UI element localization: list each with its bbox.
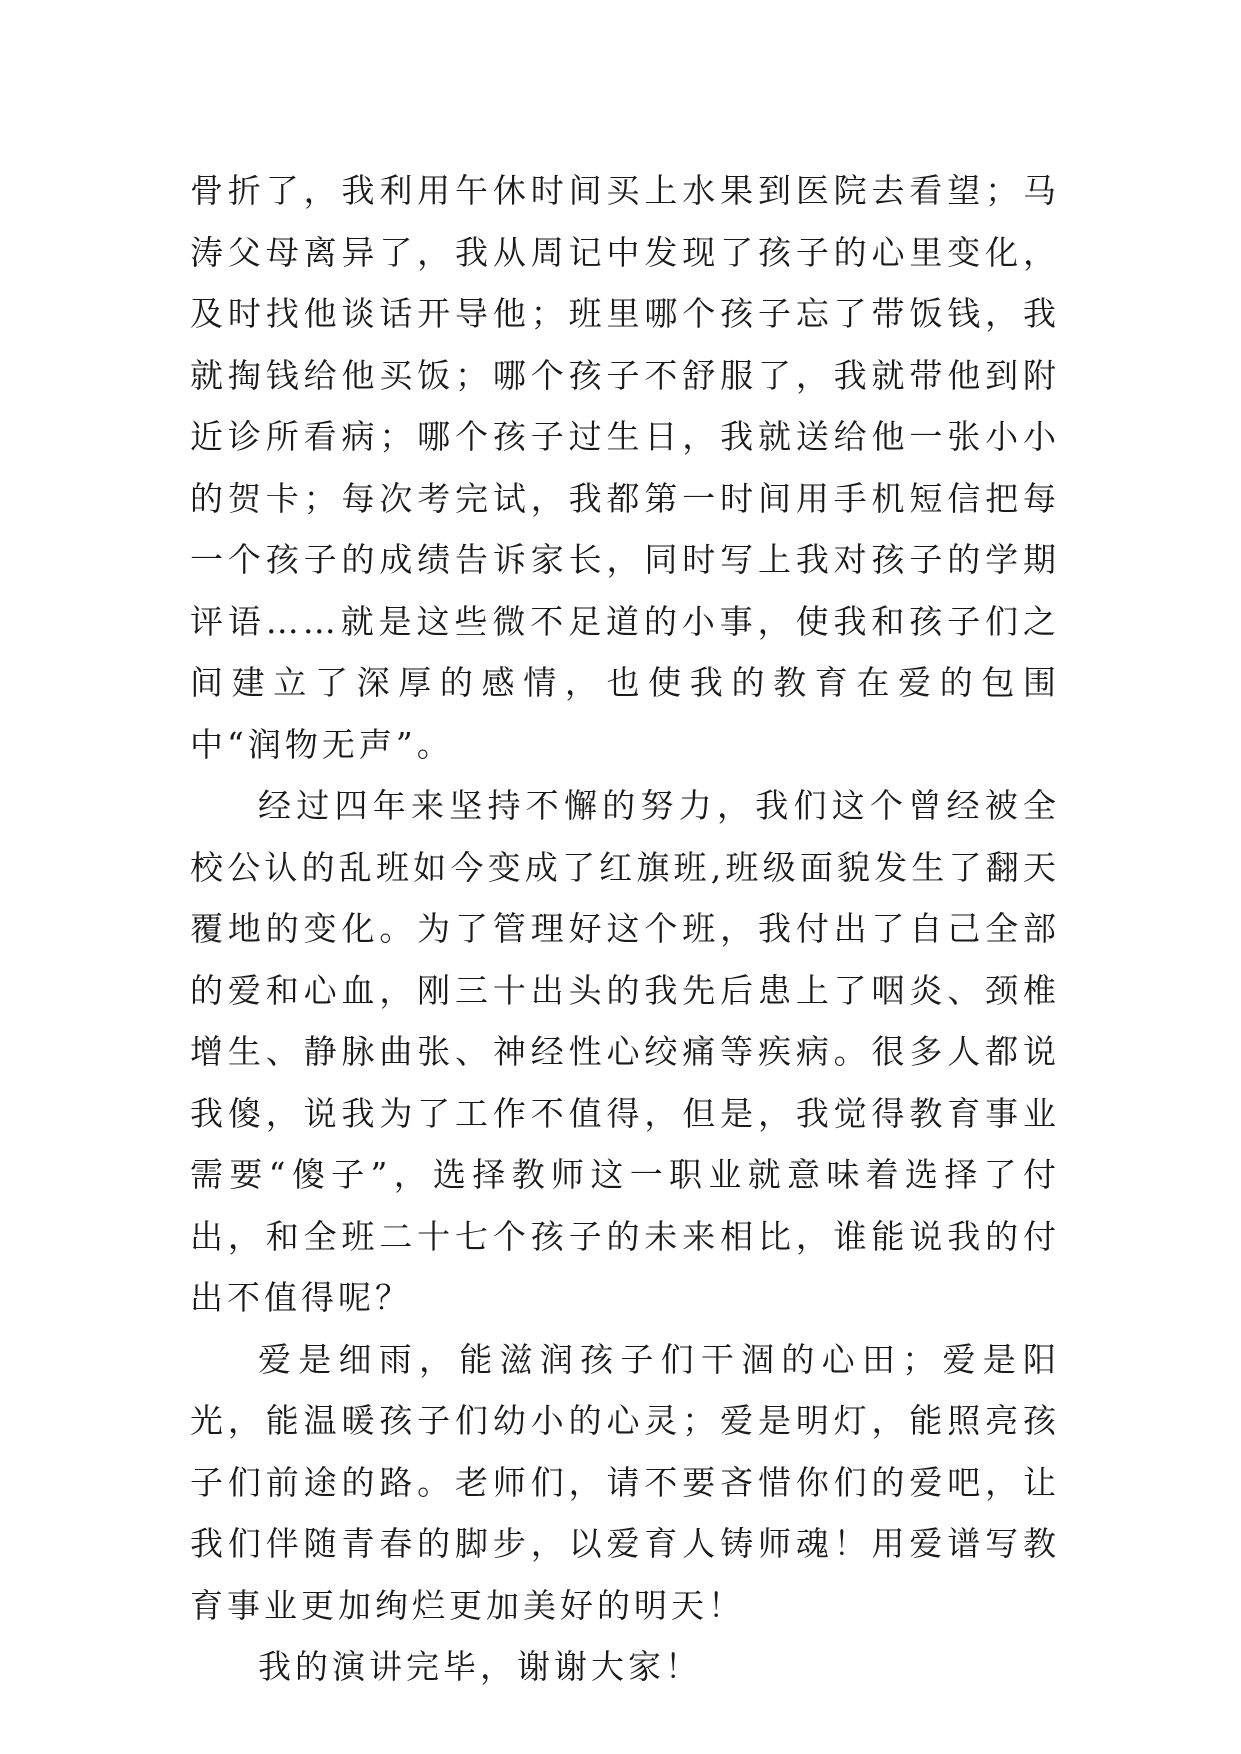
paragraph-love-metaphors: 爱是细雨，能滋润孩子们干涸的心田；爱是阳光，能温暖孩子们幼小的心灵；爱是明灯，能照亮孩子们前途的路。老师们，请不要吝惜你们的爱吧，让我们伴随青春的脚步，以爱育人铸师魂！用爱谱写教育事业更加绚烂更加美好的明天！ xyxy=(190,1339,1060,1625)
speech-text-body xyxy=(190,160,1060,1698)
paragraph-four-years-effort: 经过四年来坚持不懈的努力，我们这个曾经被全校公认的乱班如今变成了红旗班,班级面貌发生了翻天覆地的变化。为了管理好这个班，我付出了自己全部的爱和心血，刚三十出头的我先后患上了咽炎、颈椎增生、静脉曲张、神经性心绞痛等疾病。很多人都说我傻，说我为了工作不值得，但是，我觉得教育事业需要“傻子”，选择教师这一职业就意味着选择了付出，和全班二十七个孩子的未来相比，谁能说我的付出不值得呢？ xyxy=(190,786,1060,1317)
paragraph-closing-thanks: 我的演讲完毕，谢谢大家！ xyxy=(258,1647,702,1686)
paragraph-care-stories: 骨折了，我利用午休时间买上水果到医院去看望；马涛父母离异了，我从周记中发现了孩子的心里变化，及时找他谈话开导他；班里哪个孩子忘了带饭钱，我就掏钱给他买饭；哪个孩子不舒服了，我就带他到附近诊所看病；哪个孩子过生日，我就送给他一张小小的贺卡；每次考完试，我都第一时间用手机短信把每一个孩子的成绩告诉家长，同时写上我对孩子的学期评语……就是这些微不足道的小事，使我和孩子们之间建立了深厚的感情，也使我的教育在爱的包围中“润物无声”。 xyxy=(190,171,1060,764)
